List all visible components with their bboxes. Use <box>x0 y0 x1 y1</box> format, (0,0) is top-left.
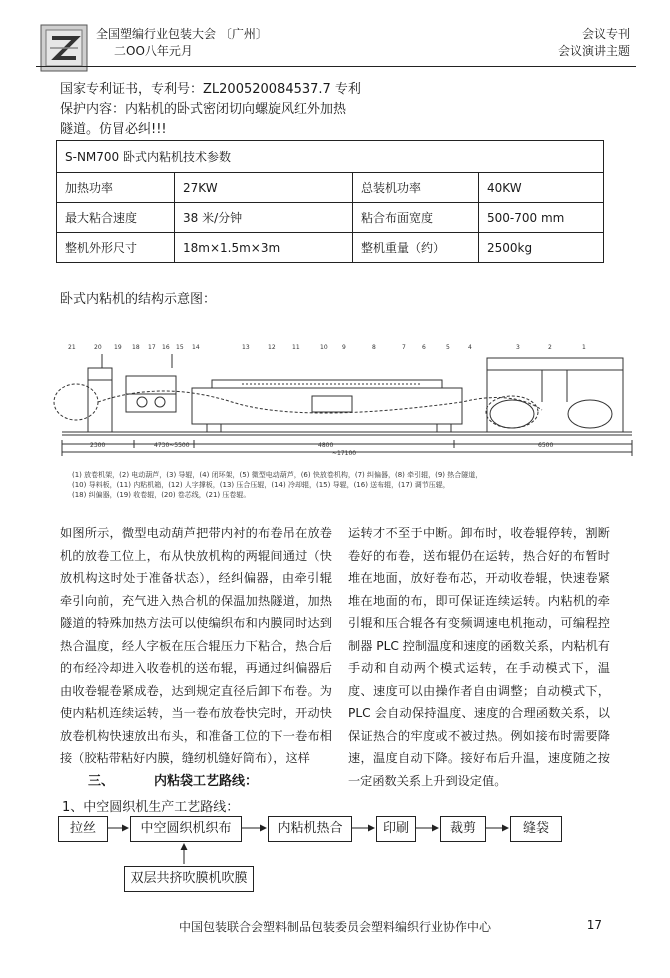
table-cell: 27KW <box>175 173 353 203</box>
part-number-label: 21 <box>68 344 76 351</box>
flow-step-printing: 印刷 <box>376 816 416 842</box>
part-number-label: 11 <box>292 344 300 351</box>
intro-line-3: 隧道。仿冒必纠!!! <box>60 122 167 137</box>
part-number-label: 15 <box>176 344 184 351</box>
part-number-label: 3 <box>516 344 520 351</box>
dimension-label: 4800 <box>318 442 334 449</box>
part-number-label: 12 <box>268 344 276 351</box>
part-number-label: 5 <box>446 344 450 351</box>
table-cell: 500-700 mm <box>479 203 604 233</box>
table-row <box>57 173 604 203</box>
part-number-label: 19 <box>114 344 122 351</box>
flow-step-sewing: 缝袋 <box>510 816 562 842</box>
part-number-label: 9 <box>342 344 346 351</box>
dimension-label: 4730~5500 <box>154 442 190 449</box>
diagram-legend <box>72 470 592 500</box>
section-heading <box>88 770 258 789</box>
table-cell: 38 米/分钟 <box>175 203 353 233</box>
table-cell: 最大粘合速度 <box>57 203 175 233</box>
header-date-line: 二OO八年元月 <box>114 44 193 58</box>
dimension-label: 2300 <box>90 442 106 449</box>
page-number: 17 <box>586 918 602 932</box>
header-right-line2: 会议演讲主题 <box>557 44 630 58</box>
flow-step-cutting: 裁剪 <box>440 816 486 842</box>
part-number-label: 6 <box>422 344 426 351</box>
table-cell: 粘合布面宽度 <box>353 203 479 233</box>
table-cell: 整机外形尺寸 <box>57 233 175 263</box>
legend-line-3: (18) 纠偏器，(19) 收卷辊，(20) 卷芯线，(21) 压卷辊。 <box>72 491 251 499</box>
intro-line-1: 国家专利证书，专利号：ZL200520084537.7 专利 <box>60 82 361 97</box>
legend-line-1: (1) 放卷机架，(2) 电动葫芦，(3) 导辊，(4) 闭环架，(5) 微型电动葫芦，(6) 快放卷机构，(7) 纠偏器，(8) 牵引辊，(9) 热合隧道， <box>72 471 483 479</box>
part-number-label: 13 <box>242 344 250 351</box>
table-row <box>57 203 604 233</box>
legend-line-2: (10) 导料板，(11) 内粘机箱，(12) 人字撑板，(13) 压合压辊，(14) 冷却辊，(15) 导辊，(16) 送布辊，(17) 调节压辊， <box>72 481 450 489</box>
diagram-title: 卧式内粘机的结构示意图： <box>60 292 217 307</box>
page-footer: 中国包装联合会塑料制品包装委员会塑料编织行业协作中心 <box>178 920 491 934</box>
part-number-label: 10 <box>320 344 328 351</box>
part-number-label: 8 <box>372 344 376 351</box>
dimension-label: ~17100 <box>332 450 357 457</box>
part-number-label: 2 <box>548 344 552 351</box>
part-number-label: 20 <box>94 344 102 351</box>
page-header <box>36 22 636 76</box>
header-right-line1: 会议专刊 <box>581 27 630 41</box>
table-cell: 加热功率 <box>57 173 175 203</box>
flow-side-input-film: 双层共挤吹膜机吹膜 <box>124 866 254 892</box>
spec-table-caption-row <box>57 141 604 173</box>
table-cell: 总装机功率 <box>353 173 479 203</box>
subsection-heading: 1、中空圆织机生产工艺路线： <box>62 800 240 815</box>
table-cell: 2500kg <box>479 233 604 263</box>
dimension-label: 6500 <box>538 442 554 449</box>
table-row <box>57 233 604 263</box>
part-number-label: 14 <box>192 344 200 351</box>
part-number-label: 4 <box>468 344 472 351</box>
part-number-label: 16 <box>162 344 170 351</box>
intro-line-2: 保护内容：内粘机的卧式密闭切向螺旋风红外加热 <box>60 102 347 117</box>
spec-table-caption: S-NM700 卧式内粘机技术参数 <box>57 141 604 173</box>
part-number-label: 17 <box>148 344 156 351</box>
body-text-right-column: 运转才不至于中断。卸布时，收卷辊停转，割断卷好的布卷，送布辊仍在运转，热合好的布暂时堆在地面，放好卷布芯，开动收卷辊，快速卷紧堆在地面的布，即可保证连续运转。内粘机的牵引辊和压合辊各有变频调速电机拖动，可编程控制器 PLC 控制温度和速度的函数关系，内粘机有手动和自动两个模式运转，在手动模式下，温度、速度可以由操作者自由调整；自动模式下，PLC 会自动保持温度、速度的合理函数关系，以保证热合的牢度或不被过热。例如接布时需要降速，温度自动下降。接好布后升温，速度随之按一定函数关系上升到设定值。 <box>348 526 610 788</box>
part-number-label: 18 <box>132 344 140 351</box>
table-cell: 40KW <box>479 173 604 203</box>
part-number-label: 1 <box>582 344 586 351</box>
flow-step-lamination: 内粘机热合 <box>268 816 352 842</box>
spec-table <box>56 140 604 263</box>
flow-step-weaving: 中空圆织机织布 <box>130 816 242 842</box>
table-cell: 18m×1.5m×3m <box>175 233 353 263</box>
section-number: 三、 <box>88 774 115 789</box>
header-divider <box>36 66 636 67</box>
process-flow-diagram <box>56 814 616 894</box>
table-cell: 整机重量（约） <box>353 233 479 263</box>
flow-step-drawing: 拉丝 <box>58 816 108 842</box>
conference-logo-icon <box>40 24 88 72</box>
body-text-left-column: 如图所示，微型电动葫芦把带内衬的布卷吊在放卷机的放卷工位上，布从快放机构的两辊间通过（快放机构这时处于准备状态），经纠偏器，由牵引辊牵引向前，充气进入热合机的保温加热隧道，加热隧道的特殊加热方法可以使编织布和内膜同时达到热合温度，经人字板在压合辊压力下粘合，热合后的布经冷却进入收卷机的送布辊，再通过纠偏器后由收卷辊卷紧成卷，达到规定直径后卸下布卷。为使内粘机连续运转，当一卷布放卷快完时，开动快放卷机构快速放出布头，和准备工位的下一卷布相接（胶粘带粘好内膜，缝纫机缝好筒布），这样 <box>60 526 332 765</box>
section-title: 内粘袋工艺路线： <box>154 774 259 789</box>
patent-intro <box>60 80 620 140</box>
part-number-label: 7 <box>402 344 406 351</box>
header-org-line: 全国塑编行业包装大会 〔广州〕 <box>96 27 268 41</box>
